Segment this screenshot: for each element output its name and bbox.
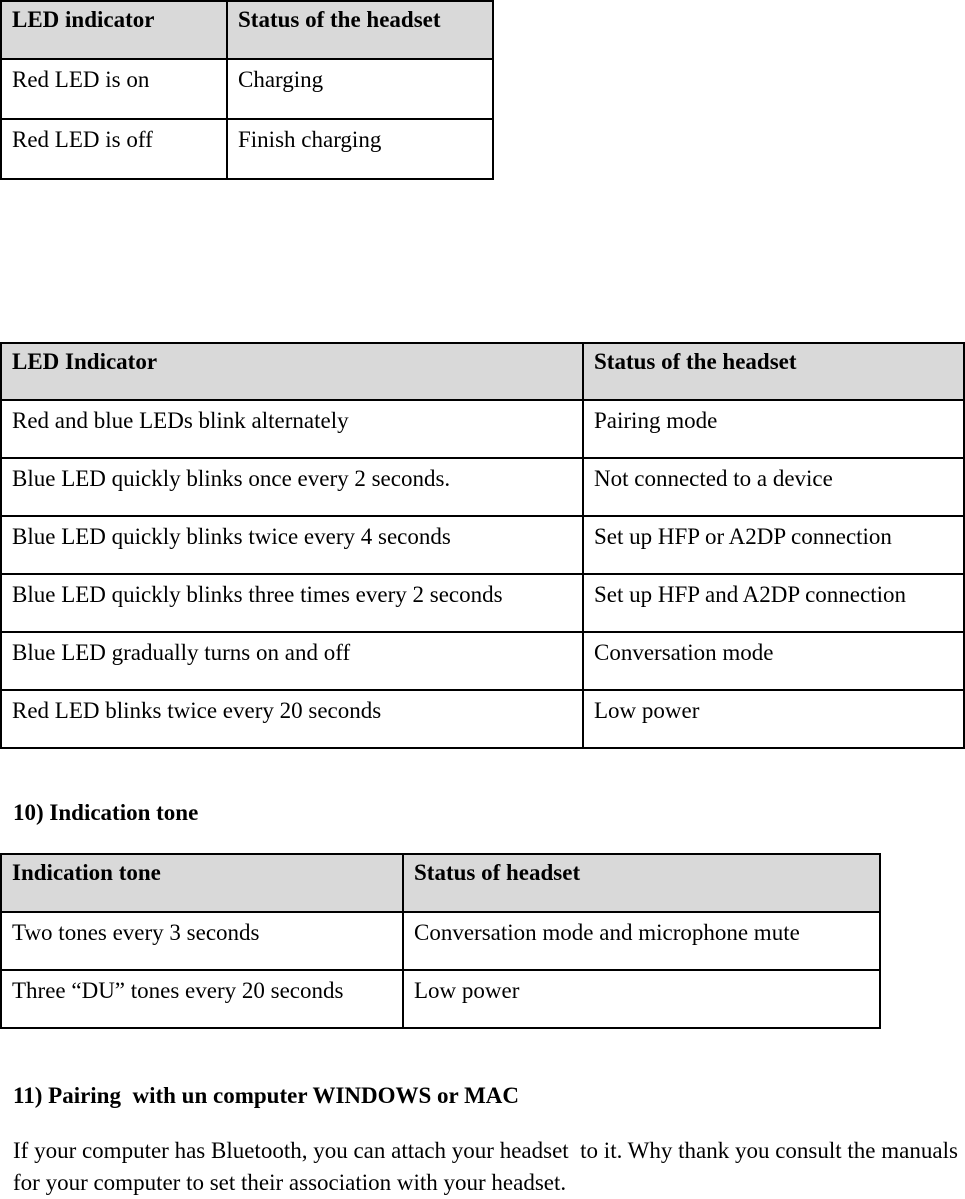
table-cell: Two tones every 3 seconds <box>1 912 403 970</box>
table-cell: Low power <box>403 970 880 1028</box>
led-status-table <box>0 342 965 749</box>
column-header: LED indicator <box>1 1 227 59</box>
table-header-row <box>1 343 964 400</box>
table-cell: Pairing mode <box>583 400 964 458</box>
table-cell: Blue LED quickly blinks twice every 4 seconds <box>1 516 583 574</box>
indication-tone-table <box>0 853 881 1029</box>
table-cell: Conversation mode <box>583 632 964 690</box>
table-row <box>1 59 493 119</box>
table-row <box>1 912 880 970</box>
table-cell: Red and blue LEDs blink alternately <box>1 400 583 458</box>
section-heading-indication-tone: 10) Indication tone <box>13 800 199 825</box>
table-header-row <box>1 1 493 59</box>
table-cell: Blue LED quickly blinks three times every 2 seconds <box>1 574 583 632</box>
table-cell: Set up HFP and A2DP connection <box>583 574 964 632</box>
table-row <box>1 632 964 690</box>
table-cell: Charging <box>227 59 493 119</box>
table-row <box>1 574 964 632</box>
column-header: Status of the headset <box>227 1 493 59</box>
table-cell: Red LED is on <box>1 59 227 119</box>
table-row <box>1 458 964 516</box>
column-header: Indication tone <box>1 854 403 912</box>
table-cell: Set up HFP or A2DP connection <box>583 516 964 574</box>
table-cell: Finish charging <box>227 119 493 179</box>
table-row <box>1 516 964 574</box>
table-cell: Three “DU” tones every 20 seconds <box>1 970 403 1028</box>
table-cell: Red LED blinks twice every 20 seconds <box>1 690 583 748</box>
table-cell: Blue LED quickly blinks once every 2 seconds. <box>1 458 583 516</box>
table-cell: Red LED is off <box>1 119 227 179</box>
table-row <box>1 119 493 179</box>
column-header: Status of headset <box>403 854 880 912</box>
table-cell: Blue LED gradually turns on and off <box>1 632 583 690</box>
table-header-row <box>1 854 880 912</box>
table-cell: Low power <box>583 690 964 748</box>
pairing-paragraph: If your computer has Bluetooth, you can attach your headset to it. Why thank you consult the manuals for your computer to set their association with your headset. <box>13 1138 964 1195</box>
table-cell: Not connected to a device <box>583 458 964 516</box>
table-row <box>1 970 880 1028</box>
table-cell: Conversation mode and microphone mute <box>403 912 880 970</box>
column-header: Status of the headset <box>583 343 964 400</box>
column-header: LED Indicator <box>1 343 583 400</box>
charging-led-table <box>0 0 494 180</box>
table-row <box>1 690 964 748</box>
table-row <box>1 400 964 458</box>
section-heading-pairing: 11) Pairing with un computer WINDOWS or MAC <box>13 1083 520 1108</box>
